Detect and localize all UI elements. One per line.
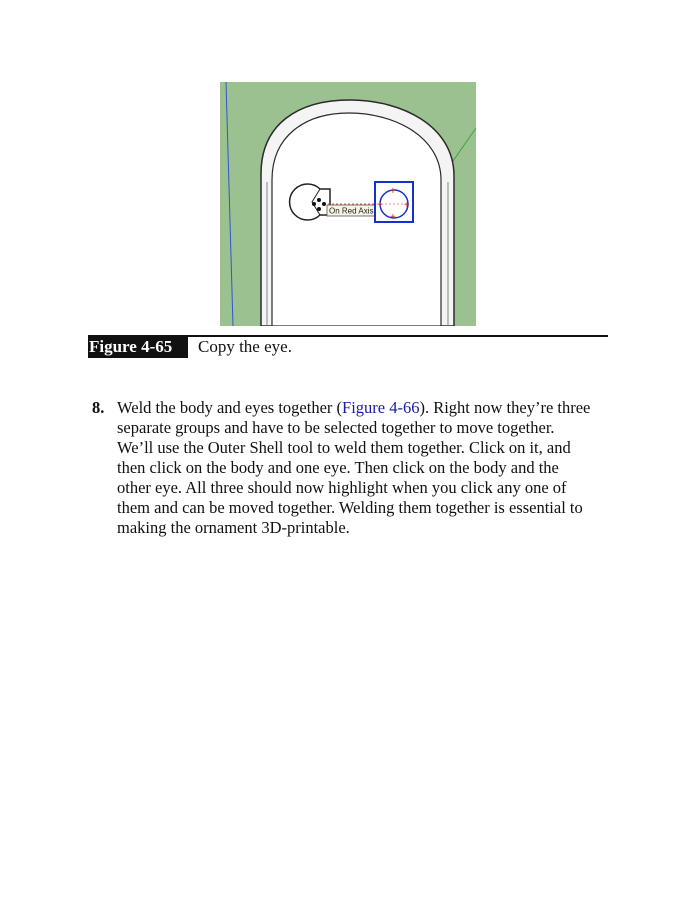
figure-caption: Copy the eye. — [198, 337, 292, 356]
step-text: ). Right now they’re three — [419, 398, 591, 417]
ornament-body-inner — [272, 113, 441, 326]
step-line — [117, 398, 617, 418]
tooltip-text: On Red Axis — [329, 206, 374, 216]
step-line: making the ornament 3D-printable. — [117, 518, 350, 537]
copied-eye-shape — [290, 184, 330, 220]
figure-image — [220, 82, 476, 326]
step-text: Weld the body and eyes together ( — [117, 398, 343, 417]
step-number: 8. — [92, 398, 105, 417]
figure-label: Figure 4-65 — [88, 336, 188, 358]
step-paragraph — [92, 398, 617, 538]
step-line: separate groups and have to be selected together to move together. — [117, 418, 555, 437]
selected-eye — [375, 182, 413, 223]
step-line: them and can be moved together. Welding them together is essential to — [117, 498, 583, 517]
figure-reference-link[interactable]: Figure 4-66 — [342, 398, 420, 417]
svg-text:+: + — [390, 212, 396, 223]
step-line: then click on the body and one eye. Then click on the body and the — [117, 458, 559, 477]
step-line: other eye. All three should now highlight when you click any one of — [117, 478, 567, 497]
svg-text:+: + — [377, 200, 383, 211]
step-line: We’ll use the Outer Shell tool to weld them together. Click on it, and — [117, 438, 571, 457]
svg-text:+: + — [390, 186, 396, 197]
svg-text:+: + — [404, 200, 410, 211]
